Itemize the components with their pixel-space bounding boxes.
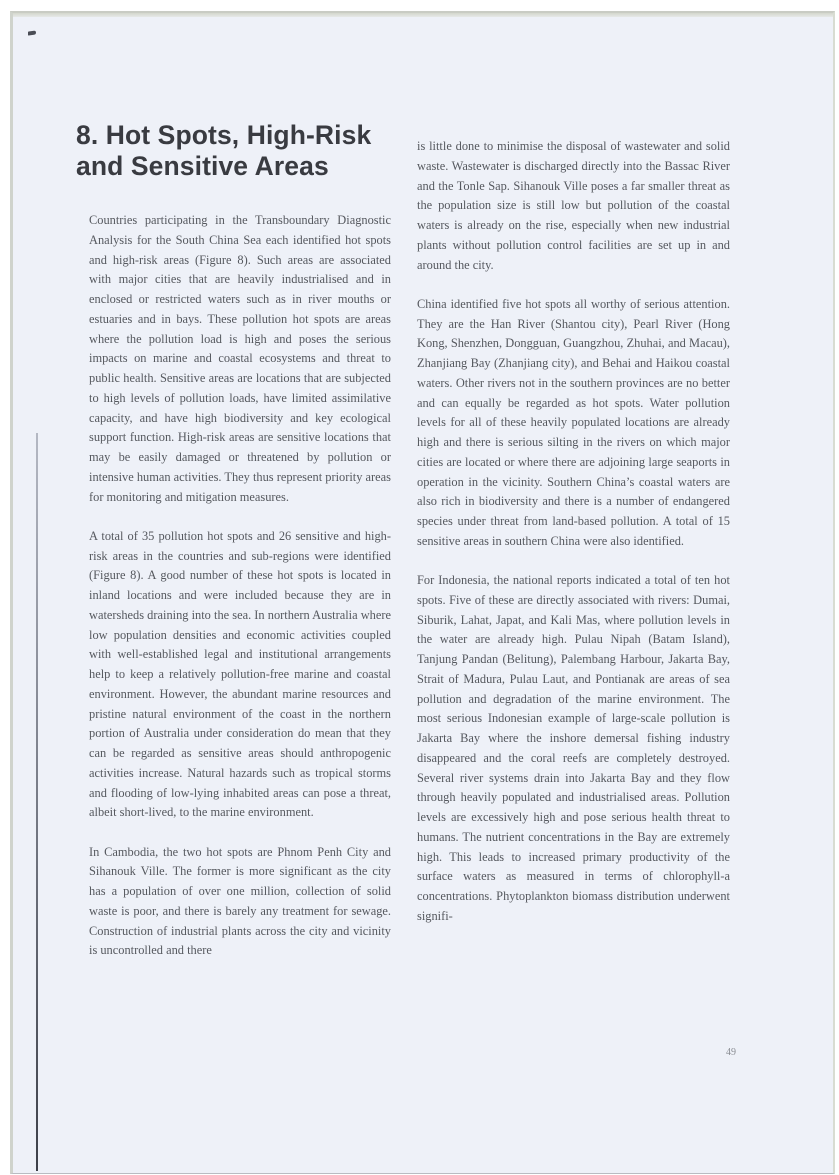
paragraph-intro: Countries participating in the Transboundary Diagnostic Analysis for the South China Sea each identified hot spots and high-risk areas (Figure 8). Such areas are associated with major cities that are heavily industrialised and in enclosed or restricted waters such as in river mouths or estuaries and in bays. These pollution hot spots are areas where the pollution load is high and poses the serious impacts on marine and coastal ecosystems and threat to public health. Sensitive areas are locations that are subjected to high levels of pollution loads, have limited assimilative capacity, and have high biodiversity and key ecological support function. High-risk areas are sensitive locations that may be easily damaged or threatened by pollution or intensive human activities. They thus represent priority areas for monitoring and mitigation measures. [89,213,391,504]
section-title: 8. Hot Spots, High-Risk and Sensitive Areas [76,120,372,181]
paragraph-cambodia: In Cambodia, the two hot spots are Phnom Penh City and Sihanouk Ville. The former is more significant as the city has a population of over one million, collection of solid waste is poor, and there is barely any treatment for sewage. Construction of industrial plants across the city and vicinity is uncontrolled and there [89,844,391,958]
scan-binding-line [36,433,38,1171]
right-column [417,137,730,946]
paragraph-indonesia: For Indonesia, the national reports indicated a total of ten hot spots. Five of these are directly associated with rivers: Dumai, Siburik, Lahat, Japat, and Kali Mas, where pollution levels in the water are already high. Pulau Nipah (Batam Island), Tanjung Pandan (Belitung), Palembang Harbour, Jakarta Bay, Strait of Madura, Pulau Laut, and Pontianak are areas of sea pollution and degradation of the marine environment. The most serious Indonesian example of large-scale pollution is Jakarta Bay where the inshore demersal fishing industry disappeared and the coral reefs are completely destroyed. Several river systems drain into Jakarta Bay and they flow through heavily populated and industrialised areas. Pollution levels are excessively high and pose serious health threat to humans. The nutrient concentrations in the Bay are extremely high. This leads to increased primary productivity of the surface waters as measured in terms of chlorophyll-a concentrations. Phytoplankton biomass distribution underwent signifi- [417,573,730,923]
paragraph-totals-australia: A total of 35 pollution hot spots and 26 sensitive and high-risk areas in the countries and sub-regions were identified (Figure 8). A good number of these hot spots is located in inland locations and were included because they are in watersheds draining into the sea. In northern Australia where low population densities and economic activities coupled with well-established legal and institutional arrangements help to keep a relatively pollution-free marine and coastal environment. However, the abundant marine resources and pristine natural environment of the coast in the northern portion of Australia under consideration do mean that they can be regarded as sensitive areas should anthropogenic activities increase. Natural hazards such as tropical storms and flooding of low-lying inhabited areas can pose a threat, albeit short-lived, to the marine environment. [89,528,391,820]
paragraph-cambodia-continued: is little done to minimise the disposal of wastewater and solid waste. Wastewater is discharged directly into the Bassac River and the Tonle Sap. Sihanouk Ville poses a far smaller threat as the population size is still low but pollution of the coastal waters is already on the rise, especially when new industrial plants without pollution control facilities are set up in and around the city. [417,139,730,272]
scan-corner-mark [28,30,36,35]
left-column [89,211,391,981]
paragraph-china: China identified five hot spots all worthy of serious attention. They are the Han River (Shantou city), Pearl River (Hong Kong, Shenzhen, Dongguan, Guangzhou, Zhuhai, and Macau), Zhanjiang Bay (Zhanjiang city), and Behai and Haikou coastal waters. Other rivers not in the southern provinces are no better and can equally be regarded as hot spots. Water pollution levels for all of these heavily populated locations are already high and there is serious silting in the rivers on which major cities are located or where there are adjoining large seaports in operation in the vicinity. Southern China’s coastal waters are also rich in biodiversity and there is a number of endangered species under threat from land-based pollution. A total of 15 sensitive areas in southern China were also identified. [417,296,730,548]
scan-top-edge [13,13,833,17]
page-number: 49 [726,1047,736,1058]
